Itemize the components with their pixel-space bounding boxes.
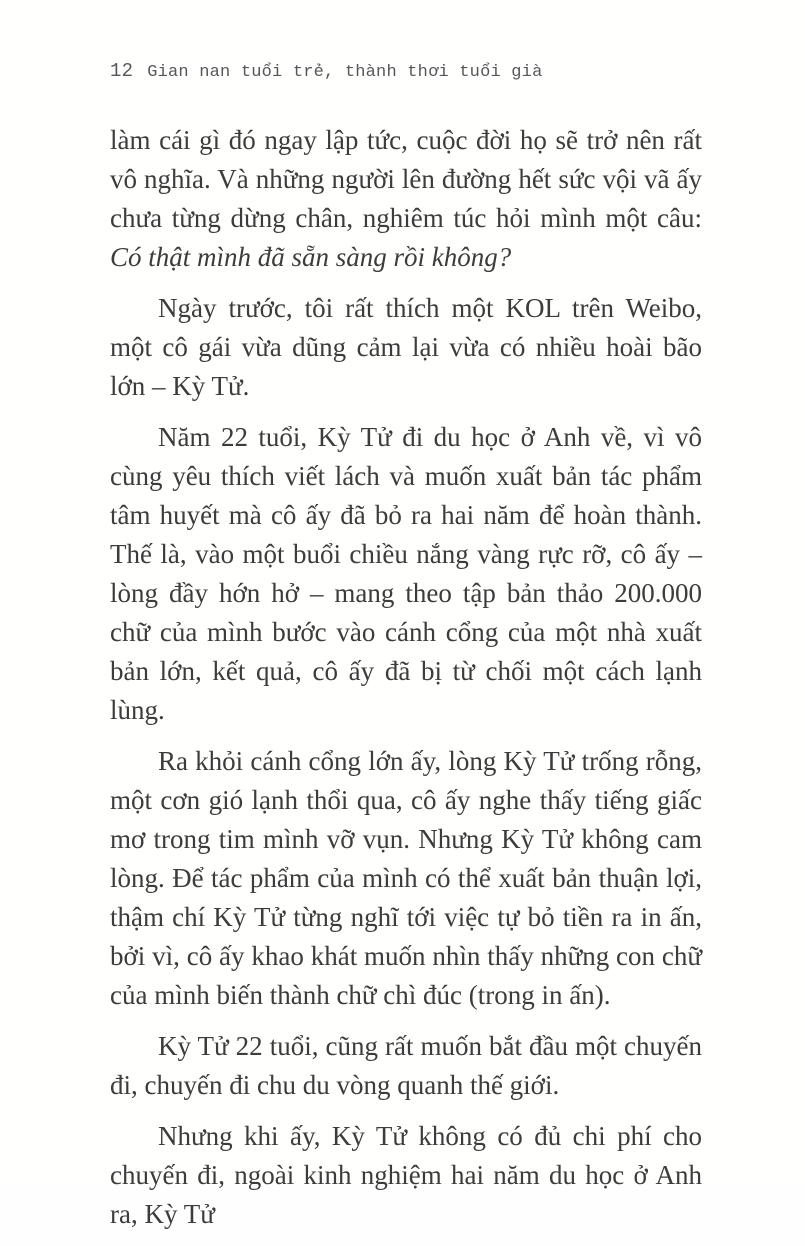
paragraph-text: Năm 22 tuổi, Kỳ Tử đi du học ở Anh về, vì vô cùng yêu thích viết lách và muốn xuất bản tác phẩm tâm huyết mà cô ấy đã bỏ ra hai năm để hoàn thành. Thế là, vào một buổi chiều nắng vàng rực rỡ, cô ấy – lòng đầy hớn hở – mang theo tập bản thảo 200.000 chữ của mình bước vào cánh cổng của một nhà xuất bản lớn, kết quả, cô ấy đã bị từ chối một cách lạnh lùng. <box>110 422 702 725</box>
paragraph-text: Kỳ Tử 22 tuổi, cũng rất muốn bắt đầu một chuyến đi, chuyến đi chu du vòng quanh thế giới. <box>110 1031 702 1100</box>
body-paragraph <box>110 1027 702 1105</box>
body-paragraph <box>110 418 702 730</box>
paragraph-text: Ngày trước, tôi rất thích một KOL trên Weibo, một cô gái vừa dũng cảm lại vừa có nhiều hoài bão lớn – Kỳ Tử. <box>110 293 702 401</box>
paragraph-italic-text: Có thật mình đã sẵn sàng rồi không? <box>110 242 512 272</box>
paragraph-text: Ra khỏi cánh cổng lớn ấy, lòng Kỳ Tử trống rỗng, một cơn gió lạnh thổi qua, cô ấy nghe thấy tiếng giấc mơ trong tim mình vỡ vụn. Nhưng Kỳ Tử không cam lòng. Để tác phẩm của mình có thể xuất bản thuận lợi, thậm chí Kỳ Tử từng nghĩ tới việc tự bỏ tiền ra in ấn, bởi vì, cô ấy khao khát muốn nhìn thấy những con chữ của mình biến thành chữ chì đúc (trong in ấn). <box>110 746 702 1010</box>
page-number: 12 <box>110 60 134 82</box>
body-text-block <box>110 121 702 1246</box>
paragraph-text: làm cái gì đó ngay lập tức, cuộc đời họ sẽ trở nên rất vô nghĩa. Và những người lên đường hết sức vội vã ấy chưa từng dừng chân, nghiêm túc hỏi mình một câu: <box>110 125 702 233</box>
body-paragraph <box>110 289 702 406</box>
body-paragraph <box>110 1117 702 1234</box>
running-header <box>110 60 542 82</box>
paragraph-text: Nhưng khi ấy, Kỳ Tử không có đủ chi phí cho chuyến đi, ngoài kinh nghiệm hai năm du học ở Anh ra, Kỳ Tử <box>110 1121 702 1229</box>
body-paragraph <box>110 121 702 277</box>
running-title: Gian nan tuổi trẻ, thành thơi tuổi già <box>147 63 543 82</box>
body-paragraph <box>110 742 702 1015</box>
